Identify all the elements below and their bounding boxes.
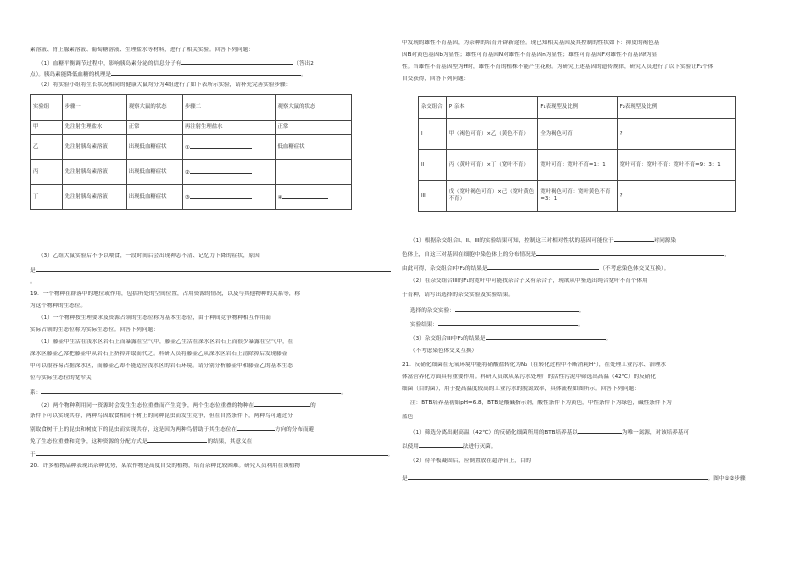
table-header: P 亲本 <box>446 97 538 119</box>
table-header-row <box>31 95 352 121</box>
answer-line: 是 <box>30 266 396 275</box>
table-cell: 出现低血糖症状 <box>126 160 182 185</box>
table-cell-blank: ② <box>182 160 275 185</box>
answer-blank[interactable] <box>190 168 252 174</box>
answer-blank[interactable] <box>455 306 579 312</box>
text-line: 性。当雄性不育基因型为ff时，雄性不育的植株不能产生花粉。为研究上述基因的遗传规律，研究人员进行了以下实验让F₁个体 <box>402 64 714 70</box>
table-cell: III <box>419 181 447 212</box>
table-cell: 丁 <box>31 185 63 210</box>
table-header: 实验组 <box>31 95 63 121</box>
answer-blank[interactable] <box>36 266 391 272</box>
answer-line: 实验结果： 。 <box>410 322 584 328</box>
table-cell: 甲 <box>31 121 63 135</box>
text-line: （2）将实验小组将生长状况相同的健康大鼠均分为4组进行了如下表所示实验，请补充完善实验步骤： <box>38 82 292 88</box>
answer-blank[interactable] <box>111 70 301 76</box>
table-header: F₁表现型及比例 <box>538 97 617 119</box>
answer-blank[interactable] <box>614 236 654 242</box>
table-row <box>31 135 352 160</box>
text-line: 。 <box>30 279 36 285</box>
table-cell: 出现低血糖症状 <box>126 185 182 210</box>
table-cell: 出现低血糖症状 <box>126 135 182 160</box>
table-row <box>419 181 736 212</box>
table-cell: 丙（黄叶可育）×丁（宽叶不育） <box>446 150 538 181</box>
text-line: （2）在杂交组合III的F₁的宽叶中可能找杂合子又有杂合子，现欲从中鉴选出纯合宽叶不育个体用 <box>410 278 648 284</box>
table-cell: ? <box>617 119 735 150</box>
answer-blank[interactable] <box>536 250 724 256</box>
text-line: 条件下可以实现共存，两种鸟因取食相同干树上的同种昆虫而发生竞争，但在自然条件下，两种鸟可通过分 <box>30 413 293 419</box>
question-21-line: 21．反硝化细菌在无氧环境中能将硝酸盐转化为N₂（在转化过程中不断消耗H⁺），在处理工业污水、治理水 <box>402 362 667 368</box>
text-line: 素溶液、胃上腺素溶液、葡萄糖溶液、生理盐水等材料，进行了相关实验。回答下列问题： <box>30 47 254 53</box>
table-cell-blank: ③ <box>182 185 275 210</box>
cross-table <box>418 96 736 212</box>
table-row <box>31 185 352 210</box>
table-row <box>419 119 736 150</box>
text-line: （2）待平板凝固后，应倒置放在超净台上，目的 <box>410 458 532 464</box>
answer-line: （1）根据杂交组合I、II、III的实验结果可知，控制这三对相对性状的基因可能位于 对同源染 <box>410 238 677 244</box>
text-line: 注：BTB培养基初始pH=6.8，BTB是酸碱指示剂，酸性条件下为黄色，中性条件下为绿色，碱性条件下为 <box>410 400 672 406</box>
table-cell: ? <box>617 181 735 212</box>
text-line: 于育种，请写出选择的杂交实验及实验结果。 <box>402 292 514 298</box>
text-line: 为这个物种的生态位。 <box>30 303 86 309</box>
table-cell: 宽叶可育：宽叶不育=1：1 <box>538 150 617 181</box>
answer-blank[interactable] <box>438 320 578 326</box>
question-19-line: 19．一个物种在群落中的地位或作用，包括所处的空间位置，占用资源的情况，以及与其他物种的关系等，称 <box>30 291 301 297</box>
answer-line: 由此可得，杂交组合I中F₂的结果是 （不考虑染色体交叉互换）。 <box>402 266 670 272</box>
text-line: （1）藤壶甲生活在浅水区岩石上而暴露在空气中，藤壶乙生活在深水区岩石上而很少暴露在空气中，在 <box>38 339 294 345</box>
table-cell: 甲（褐色可育）×乙（黄色不育） <box>446 119 538 150</box>
right-column <box>402 0 768 562</box>
answer-line: 选择的杂交实验： 。 <box>410 308 585 314</box>
text-line: 实际占领的生态位称为实际生态位。回答下列问题： <box>30 327 159 333</box>
answer-blank[interactable] <box>487 264 599 270</box>
table-header: 步骤二 <box>182 95 275 121</box>
table-cell: 先注射胰岛素溶液 <box>62 160 126 185</box>
table-cell: 宽叶褐色可育：宽叶黄色不育=3：1 <box>538 181 617 212</box>
text-line: 细菌（目的菌），用于提高温度较高的工业污水的脱氮效率，具体流程如图所示。回答下列问题： <box>402 386 640 392</box>
question-20-line: 20．许多植物品种表现出杂种优势，某农作物是高度自交的植物，培育杂种比较困难。研究人员利用在该植物 <box>30 463 301 469</box>
answer-blank[interactable] <box>578 428 622 434</box>
answer-blank[interactable] <box>190 193 252 199</box>
table-header: 观察大鼠的状态 <box>126 95 182 121</box>
answer-blank[interactable] <box>41 388 341 394</box>
answer-blank[interactable] <box>36 450 388 456</box>
text-line: （1）一个物种按生理要求及资源占领的生态位称为基本生态位，由于种间竞争物种相互作用而 <box>38 315 271 321</box>
text-line: 自交获得，回答下列问题： <box>402 76 470 82</box>
table-header: 步骤一 <box>62 95 126 121</box>
table-row <box>419 150 736 181</box>
answer-line: 免了生态位重叠和竞争，这种资源的分配方式是 的结果，其意义在 <box>30 439 253 445</box>
table-cell: 戊（宽叶褐色可育）×己（宽叶黄色不育） <box>446 181 538 212</box>
table-header: 观察大鼠的状态 <box>275 95 351 121</box>
table-cell: 正常 <box>275 121 351 135</box>
table-cell: 先注射生理盐水 <box>62 121 126 135</box>
answer-blank[interactable] <box>254 401 310 407</box>
answer-blank[interactable] <box>147 437 207 443</box>
answer-line: 系： 。 <box>30 390 347 396</box>
text-line: 深水区藤壶乙常把藤壶甲从岩石上挤掉并取而代之。科研人员将藤壶乙从深水区岩石上清除掉后发现藤壶 <box>30 351 288 357</box>
answer-line: （2）两个物种利用同一资源时会发生生态位重叠而产生竞争，两个生态位重叠的物种在 的 <box>38 403 316 409</box>
answer-blank[interactable] <box>408 474 708 480</box>
table-cell: 全为褐色可育 <box>538 119 617 150</box>
question-1-line-2: 点）。胰岛素能降低血糖的机理是 。 <box>30 72 307 78</box>
table-row <box>31 121 352 135</box>
answer-line: 色体上，自这三对基因在细胞中染色体上的分布情况是 ， <box>402 252 730 258</box>
answer-blank[interactable] <box>486 334 606 340</box>
answer-line: 别取食树干上的昆虫和树皮下的昆虫而实现共存，这是因为两种鸟借助于其生态位在 方向的分布而避 <box>30 427 315 433</box>
answer-blank[interactable] <box>237 425 275 431</box>
left-column <box>30 0 396 562</box>
table-cell: 再注射生理盐水 <box>182 121 275 135</box>
text-line: 中发现的雄性不育基因，为杂种的培育开辟新途径。现已知相关基因及其控制的性状如下：抑皮的褐色基 <box>402 40 660 46</box>
table-cell <box>275 160 351 185</box>
table-row <box>31 160 352 185</box>
table-cell: 宽叶可育：宽叶不育：宽叶不育=9：3：1 <box>617 150 735 181</box>
answer-line: 于 。 <box>30 452 394 458</box>
answer-line: 是 。图中①②步骤 <box>402 476 746 482</box>
table-cell: I <box>419 119 447 150</box>
text-line: 体富营养化方面具有重要作用。科研人员欲从某污水处理厂的活性污泥中筛选出高温（42℃）的反硝化 <box>402 374 656 380</box>
text-line: 位与实际生态位的宽窄关 <box>30 375 92 381</box>
table-cell: 乙 <box>31 135 63 160</box>
table-cell: II <box>419 150 447 181</box>
table-cell: 低血糖症状 <box>275 135 351 160</box>
table-cell-blank: ① <box>182 135 275 160</box>
text-line: （3）乙组大鼠实验后不予以喂食，一段时间后会出现神志不清、记忆力下降的症状，原因 <box>38 253 260 259</box>
text-line: 因B对黄色基因b为显性；雄性可育基因N对雄性不育基因n为显性；雄性可育基因F对雄性不育基因f为显 <box>402 52 658 58</box>
answer-line: （1）筛选分离出耐高温（42℃）的反硝化细菌所用的BTB培养基以 为唯一氮源，对该培养基可 <box>410 430 690 436</box>
answer-line: （3）杂交组合III中F₂的结果是 。 <box>410 336 612 342</box>
table-cell-blank: ④ <box>275 185 351 210</box>
question-1-line: （1）血糖平衡调节过程中，影响胰岛素分泌的信息分子有 （答出2 <box>38 61 314 67</box>
table-header-row <box>419 97 736 119</box>
answer-blank[interactable] <box>190 143 252 149</box>
text-line: （不考虑染色体交叉互换） <box>410 348 478 354</box>
text-line: 甲可以很容易占据深水区，而藤壶乙却不能适应浅水区的岩石环境。请分别分析藤壶甲和藤壶乙的基本生态 <box>30 363 293 369</box>
experiment-table <box>30 94 352 210</box>
table-cell: 丙 <box>31 160 63 185</box>
answer-blank[interactable] <box>419 442 463 448</box>
table-cell: 正常 <box>126 121 182 135</box>
answer-line: 以使用 法进行灭菌。 <box>402 444 497 450</box>
table-header: F₂表现型及比例 <box>617 97 735 119</box>
answer-blank[interactable] <box>282 193 328 199</box>
text-line: 蓝色 <box>402 414 414 420</box>
table-cell: 先注射胰岛素溶液 <box>62 135 126 160</box>
table-cell: 先注射胰岛素溶液 <box>62 185 126 210</box>
answer-blank[interactable] <box>181 59 293 65</box>
table-header: 杂交组合 <box>419 97 447 119</box>
